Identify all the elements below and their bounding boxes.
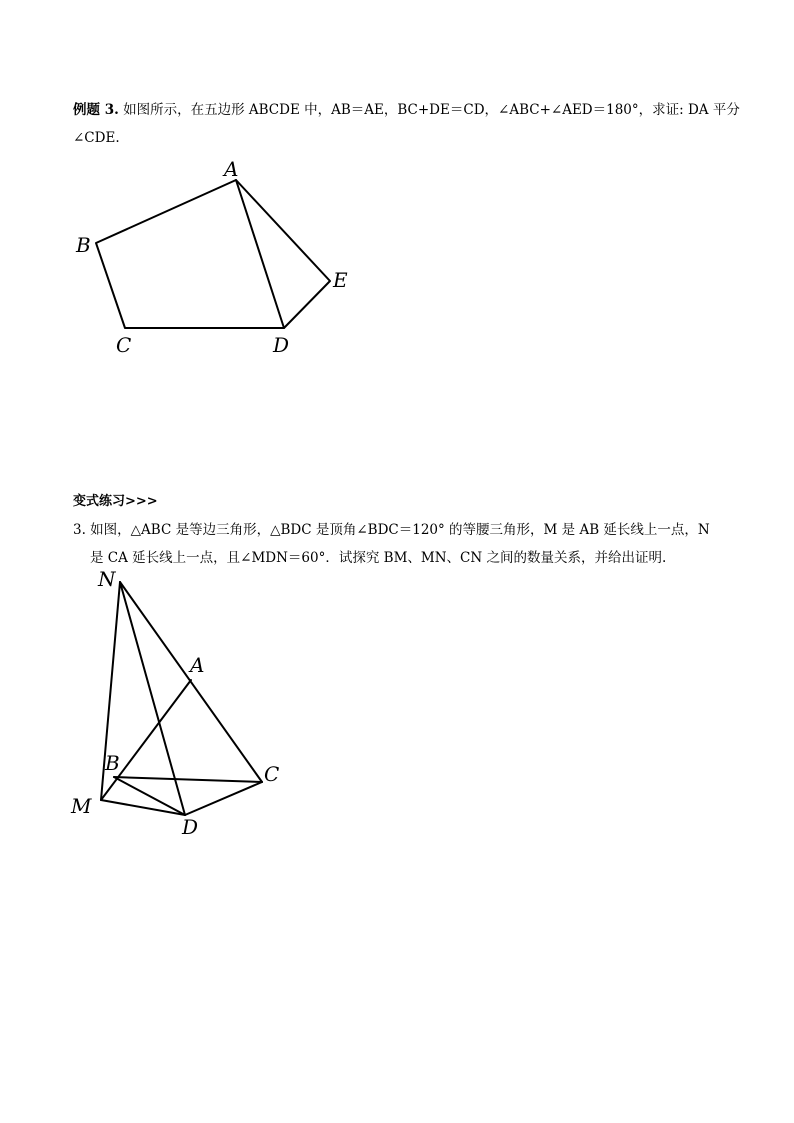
practice-header: 变式练习>>> bbox=[73, 494, 158, 509]
label-b2: B bbox=[105, 751, 120, 775]
practice-question-line-2: 是 CA 延长线上一点，且∠MDN＝60°．试探究 BM、MN、CN 之间的数量关系，并给出证明. bbox=[90, 550, 667, 566]
practice-question-line-1: 3. 如图，△ABC 是等边三角形，△BDC 是顶角∠BDC＝120° 的等腰三角形，M 是 AB 延长线上一点，N bbox=[73, 522, 710, 538]
label-m: M bbox=[71, 794, 92, 818]
label-a: A bbox=[224, 157, 239, 181]
segment-nc bbox=[120, 582, 262, 782]
segment-bc bbox=[114, 777, 262, 782]
label-e: E bbox=[333, 268, 348, 292]
label-d2: D bbox=[182, 815, 199, 839]
example-title: 例题 3. bbox=[73, 102, 119, 118]
example-text-1: 如图所示，在五边形 ABCDE 中，AB＝AE，BC+DE＝CD，∠ABC+∠AED＝180°，求证: DA 平分 bbox=[118, 102, 740, 118]
example-question-line-2: ∠CDE. bbox=[73, 130, 120, 146]
label-b: B bbox=[76, 233, 91, 257]
label-c2: C bbox=[264, 762, 280, 786]
label-a2: A bbox=[190, 653, 205, 677]
label-d: D bbox=[273, 333, 290, 357]
label-n: N bbox=[98, 567, 116, 591]
label-c: C bbox=[116, 333, 132, 357]
segment-dc bbox=[185, 782, 262, 815]
segment-ma bbox=[101, 680, 191, 800]
